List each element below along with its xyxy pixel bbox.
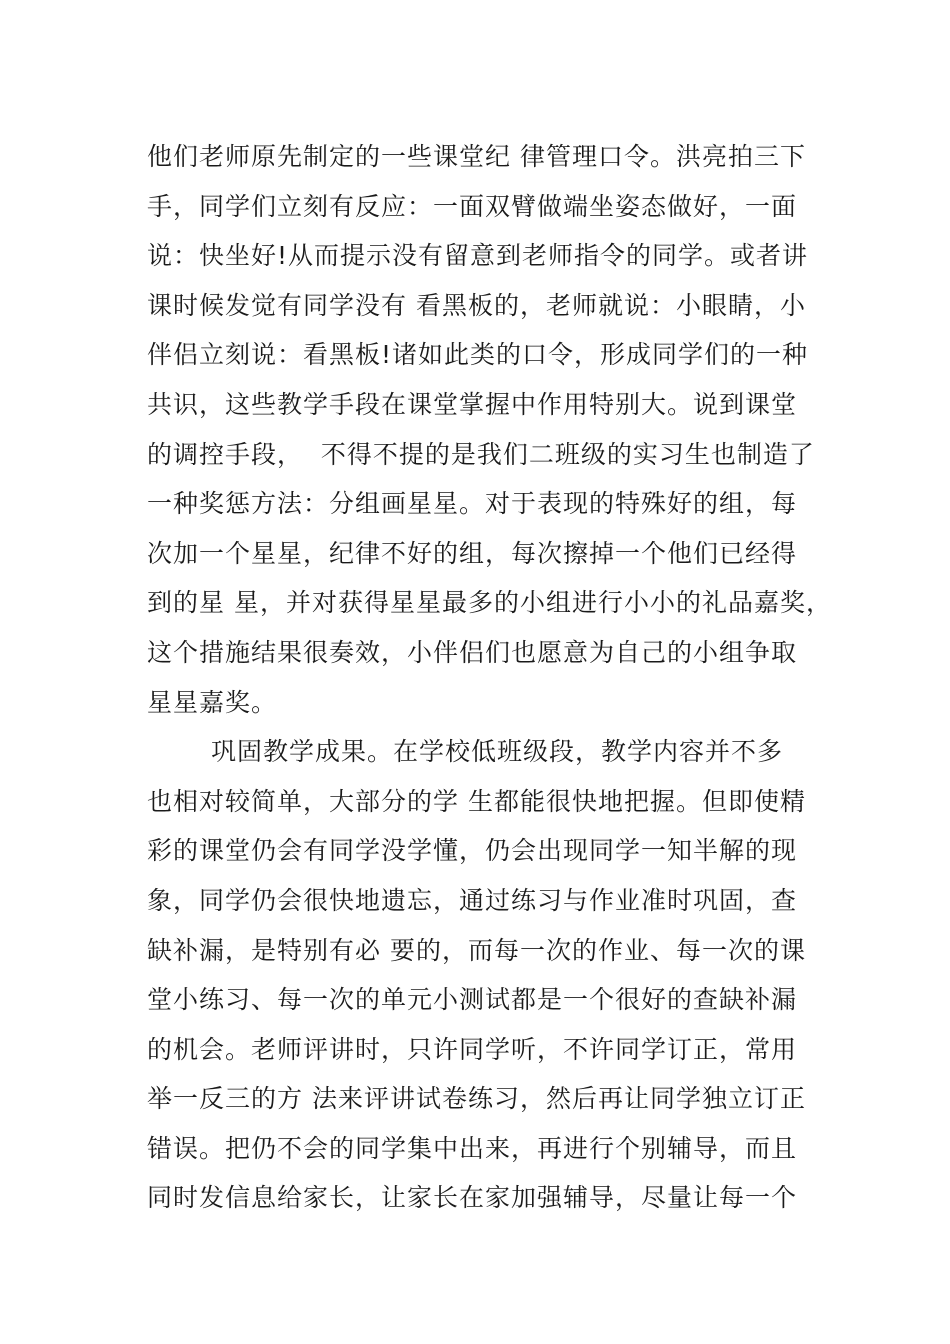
text-line: 的机会。老师评讲时，只许同学听，不许同学订正，常用 [147,1034,798,1064]
text-line: 次加一个星星，纪律不好的组，每次擦掉一个他们已经得 [147,538,798,568]
text-line: 举一反三的方 法来评讲试卷练习，然后再让同学独立订正 [147,1084,806,1114]
text-line: 错误。把仍不会的同学集中出来，再进行个别辅导，而且 [147,1133,798,1163]
text-line: 伴侣立刻说：看黑板!诸如此类的口令，形成同学们的一种 [147,340,809,370]
text-line: 缺补漏，是特别有必 要的，而每一次的作业、每一次的课 [147,935,806,965]
text-line: 同时发信息给家长，让家长在家加强辅导，尽量让每一个 [147,1183,798,1213]
text-line: 手，同学们立刻有反应：一面双臂做端坐姿态做好，一面 [147,191,798,221]
text-line: 堂小练习、每一次的单元小测试都是一个很好的查缺补漏 [147,985,798,1015]
text-line: 他们老师原先制定的一些课堂纪 律管理口令。洪亮拍三下 [147,142,806,171]
text-line: 星星嘉奖。 [147,687,278,717]
text-line: 课时候发觉有同学没有 看黑板的，老师就说：小眼睛，小 [147,290,806,320]
text-line: 到的星 星，并对获得星星最多的小组进行小小的礼品嘉奖， [147,588,832,618]
text-line: 象，同学仍会很快地遗忘，通过练习与作业准时巩固，查 [147,885,798,915]
text-line: 也相对较简单，大部分的学 生都能很快地把握。但即使精 [147,786,806,816]
body-text [147,132,832,1223]
text-line: 一种奖惩方法：分组画星星。对于表现的特殊好的组，每 [147,489,798,519]
text-line: 说：快坐好!从而提示没有留意到老师指令的同学。或者讲 [147,241,809,271]
text-line: 的调控手段， 不得不提的是我们二班级的实习生也制造了 [147,439,815,469]
paragraph-start-line: 巩固教学成果。在学校低班级段，教学内容并不多 [211,737,784,767]
text-line: 彩的课堂仍会有同学没学懂，仍会出现同学一知半解的现 [147,836,798,866]
text-line: 共识，这些教学手段在课堂掌握中作用特别大。说到课堂 [147,389,798,419]
text-line: 这个措施结果很奏效，小伴侣们也愿意为自己的小组争取 [147,637,798,667]
